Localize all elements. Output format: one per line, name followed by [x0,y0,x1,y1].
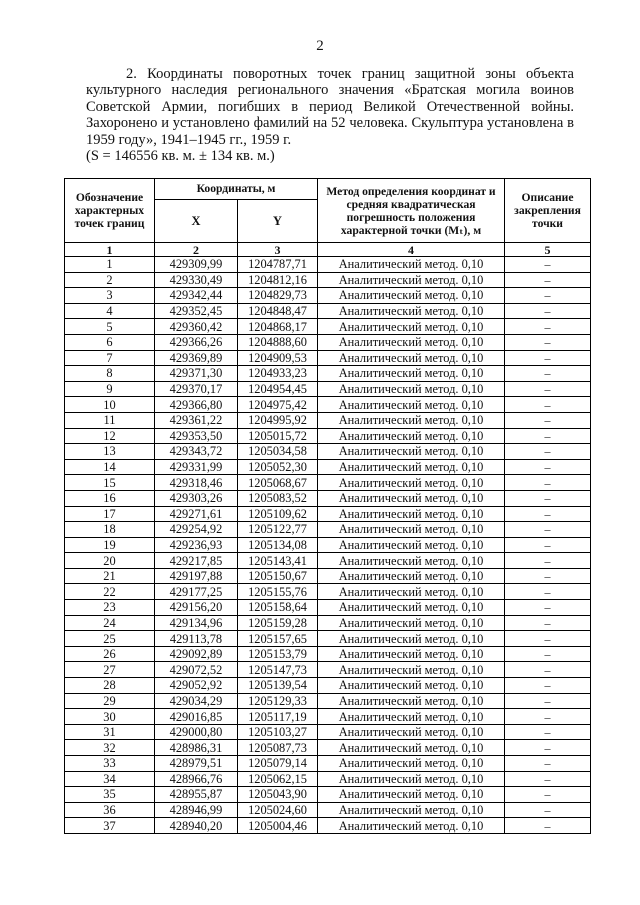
fixing-cell: – [505,709,591,725]
fixing-cell: – [505,553,591,569]
table-row [65,584,591,600]
x-coordinate-cell: 429271,61 [155,506,238,522]
point-number-cell: 4 [65,303,155,319]
area-statement: (S = 146556 кв. м. ± 134 кв. м.) [86,148,275,165]
fixing-cell: – [505,412,591,428]
table-row [65,490,591,506]
fixing-cell: – [505,475,591,491]
point-number-cell: 27 [65,662,155,678]
table-row [65,709,591,725]
coordinates-rows [65,257,591,834]
fixing-cell: – [505,662,591,678]
y-coordinate-cell: 1205052,30 [238,459,318,475]
method-cell: Аналитический метод. 0,10 [318,381,505,397]
point-number-cell: 17 [65,506,155,522]
x-coordinate-cell: 429330,49 [155,272,238,288]
table-row [65,802,591,818]
table-row [65,631,591,647]
y-coordinate-cell: 1205083,52 [238,490,318,506]
table-row [65,506,591,522]
y-coordinate-cell: 1205062,15 [238,771,318,787]
method-cell: Аналитический метод. 0,10 [318,631,505,647]
method-cell: Аналитический метод. 0,10 [318,257,505,273]
fixing-cell: – [505,631,591,647]
fixing-cell: – [505,319,591,335]
point-number-cell: 32 [65,740,155,756]
y-coordinate-cell: 1205159,28 [238,615,318,631]
table-row [65,787,591,803]
point-number-cell: 35 [65,787,155,803]
method-cell: Аналитический метод. 0,10 [318,412,505,428]
fixing-cell: – [505,537,591,553]
y-coordinate-cell: 1205122,77 [238,522,318,538]
table-row [65,257,591,273]
fixing-cell: – [505,444,591,460]
point-number-cell: 13 [65,444,155,460]
table-row [65,724,591,740]
x-coordinate-cell: 428979,51 [155,756,238,772]
method-cell: Аналитический метод. 0,10 [318,584,505,600]
table-row [65,553,591,569]
x-coordinate-cell: 429366,80 [155,397,238,413]
method-cell: Аналитический метод. 0,10 [318,740,505,756]
x-coordinate-cell: 429156,20 [155,600,238,616]
table-row [65,272,591,288]
method-cell: Аналитический метод. 0,10 [318,678,505,694]
table-row [65,428,591,444]
method-cell: Аналитический метод. 0,10 [318,787,505,803]
point-number-cell: 9 [65,381,155,397]
table-row [65,350,591,366]
x-coordinate-cell: 429254,92 [155,522,238,538]
method-cell: Аналитический метод. 0,10 [318,693,505,709]
fixing-cell: – [505,693,591,709]
point-number-cell: 31 [65,724,155,740]
x-coordinate-cell: 428986,31 [155,740,238,756]
method-cell: Аналитический метод. 0,10 [318,600,505,616]
method-cell: Аналитический метод. 0,10 [318,771,505,787]
point-number-cell: 5 [65,319,155,335]
x-coordinate-cell: 429361,22 [155,412,238,428]
fixing-cell: – [505,350,591,366]
method-cell: Аналитический метод. 0,10 [318,272,505,288]
y-coordinate-cell: 1205079,14 [238,756,318,772]
y-coordinate-cell: 1204995,92 [238,412,318,428]
method-cell: Аналитический метод. 0,10 [318,553,505,569]
y-coordinate-cell: 1204829,73 [238,288,318,304]
y-coordinate-cell: 1205117,19 [238,709,318,725]
point-number-cell: 1 [65,257,155,273]
table-row [65,444,591,460]
method-cell: Аналитический метод. 0,10 [318,303,505,319]
table-row [65,568,591,584]
point-number-cell: 37 [65,818,155,834]
point-number-cell: 25 [65,631,155,647]
y-coordinate-cell: 1205153,79 [238,646,318,662]
y-coordinate-cell: 1205087,73 [238,740,318,756]
method-cell: Аналитический метод. 0,10 [318,319,505,335]
method-cell: Аналитический метод. 0,10 [318,802,505,818]
method-cell: Аналитический метод. 0,10 [318,724,505,740]
table-row [65,334,591,350]
method-cell: Аналитический метод. 0,10 [318,459,505,475]
y-coordinate-cell: 1205143,41 [238,553,318,569]
x-coordinate-cell: 429360,42 [155,319,238,335]
x-coordinate-cell: 429236,93 [155,537,238,553]
table-row [65,319,591,335]
fixing-cell: – [505,490,591,506]
method-cell: Аналитический метод. 0,10 [318,475,505,491]
fixing-cell: – [505,756,591,772]
fixing-cell: – [505,397,591,413]
y-coordinate-cell: 1204812,16 [238,272,318,288]
y-coordinate-cell: 1205155,76 [238,584,318,600]
method-cell: Аналитический метод. 0,10 [318,366,505,382]
y-coordinate-cell: 1205034,58 [238,444,318,460]
table-row [65,459,591,475]
method-cell: Аналитический метод. 0,10 [318,397,505,413]
fixing-cell: – [505,381,591,397]
x-coordinate-cell: 429309,99 [155,257,238,273]
y-coordinate-cell: 1205158,64 [238,600,318,616]
table-row [65,756,591,772]
header-fixing: Описание закрепления точки [505,179,591,243]
table-row [65,600,591,616]
y-coordinate-cell: 1204933,23 [238,366,318,382]
point-number-cell: 22 [65,584,155,600]
point-number-cell: 24 [65,615,155,631]
table-row [65,818,591,834]
fixing-cell: – [505,334,591,350]
table-row [65,678,591,694]
header-x: X [155,200,238,243]
point-number-cell: 3 [65,288,155,304]
point-number-cell: 10 [65,397,155,413]
method-cell: Аналитический метод. 0,10 [318,662,505,678]
page-number: 2 [316,38,324,54]
point-number-cell: 36 [65,802,155,818]
fixing-cell: – [505,288,591,304]
y-coordinate-cell: 1205134,08 [238,537,318,553]
fixing-cell: – [505,272,591,288]
method-cell: Аналитический метод. 0,10 [318,646,505,662]
y-coordinate-cell: 1204848,47 [238,303,318,319]
fixing-cell: – [505,802,591,818]
fixing-cell: – [505,678,591,694]
y-coordinate-cell: 1204787,71 [238,257,318,273]
intro-paragraph [86,66,574,164]
fixing-cell: – [505,787,591,803]
point-number-cell: 29 [65,693,155,709]
x-coordinate-cell: 429303,26 [155,490,238,506]
point-number-cell: 26 [65,646,155,662]
y-coordinate-cell: 1205004,46 [238,818,318,834]
method-cell: Аналитический метод. 0,10 [318,615,505,631]
point-number-cell: 23 [65,600,155,616]
y-coordinate-cell: 1205068,67 [238,475,318,491]
fixing-cell: – [505,600,591,616]
method-cell: Аналитический метод. 0,10 [318,709,505,725]
point-number-cell: 21 [65,568,155,584]
method-cell: Аналитический метод. 0,10 [318,444,505,460]
method-cell: Аналитический метод. 0,10 [318,537,505,553]
point-number-cell: 14 [65,459,155,475]
fixing-cell: – [505,366,591,382]
table-row [65,537,591,553]
x-coordinate-cell: 429343,72 [155,444,238,460]
fixing-cell: – [505,522,591,538]
point-number-cell: 33 [65,756,155,772]
header-y: Y [238,200,318,243]
point-number-cell: 2 [65,272,155,288]
fixing-cell: – [505,615,591,631]
y-coordinate-cell: 1205109,62 [238,506,318,522]
fixing-cell: – [505,428,591,444]
x-coordinate-cell: 428946,99 [155,802,238,818]
x-coordinate-cell: 429370,17 [155,381,238,397]
x-coordinate-cell: 429092,89 [155,646,238,662]
fixing-cell: – [505,740,591,756]
x-coordinate-cell: 429034,29 [155,693,238,709]
method-cell: Аналитический метод. 0,10 [318,288,505,304]
y-coordinate-cell: 1205015,72 [238,428,318,444]
method-cell: Аналитический метод. 0,10 [318,568,505,584]
point-number-cell: 28 [65,678,155,694]
x-coordinate-cell: 429366,26 [155,334,238,350]
method-cell: Аналитический метод. 0,10 [318,428,505,444]
x-coordinate-cell: 429217,85 [155,553,238,569]
method-cell: Аналитический метод. 0,10 [318,522,505,538]
x-coordinate-cell: 429318,46 [155,475,238,491]
y-coordinate-cell: 1205129,33 [238,693,318,709]
header-point-designation: Обозначение характерных точек границ [65,179,155,243]
column-number: 1 [65,243,155,257]
x-coordinate-cell: 428966,76 [155,771,238,787]
point-number-cell: 8 [65,366,155,382]
fixing-cell: – [505,257,591,273]
header-coordinates: Координаты, м [155,179,318,200]
x-coordinate-cell: 428940,20 [155,818,238,834]
x-coordinate-cell: 428955,87 [155,787,238,803]
y-coordinate-cell: 1205157,65 [238,631,318,647]
fixing-cell: – [505,771,591,787]
point-number-cell: 19 [65,537,155,553]
fixing-cell: – [505,724,591,740]
x-coordinate-cell: 429353,50 [155,428,238,444]
y-coordinate-cell: 1205043,90 [238,787,318,803]
column-number: 3 [238,243,318,257]
fixing-cell: – [505,568,591,584]
table-row [65,366,591,382]
table-row [65,740,591,756]
table-row [65,303,591,319]
point-number-cell: 16 [65,490,155,506]
x-coordinate-cell: 429016,85 [155,709,238,725]
fixing-cell: – [505,303,591,319]
table-row [65,397,591,413]
method-cell: Аналитический метод. 0,10 [318,350,505,366]
table-row [65,522,591,538]
y-coordinate-cell: 1204954,45 [238,381,318,397]
y-coordinate-cell: 1204909,53 [238,350,318,366]
x-coordinate-cell: 429113,78 [155,631,238,647]
x-coordinate-cell: 429331,99 [155,459,238,475]
y-coordinate-cell: 1205139,54 [238,678,318,694]
table-row [65,693,591,709]
x-coordinate-cell: 429134,96 [155,615,238,631]
point-number-cell: 15 [65,475,155,491]
point-number-cell: 12 [65,428,155,444]
x-coordinate-cell: 429371,30 [155,366,238,382]
point-number-cell: 18 [65,522,155,538]
x-coordinate-cell: 429342,44 [155,288,238,304]
y-coordinate-cell: 1205150,67 [238,568,318,584]
table-row [65,288,591,304]
point-number-cell: 34 [65,771,155,787]
y-coordinate-cell: 1204975,42 [238,397,318,413]
point-number-cell: 6 [65,334,155,350]
table-row [65,771,591,787]
y-coordinate-cell: 1205024,60 [238,802,318,818]
column-number: 4 [318,243,505,257]
fixing-cell: – [505,506,591,522]
table-row [65,662,591,678]
point-number-cell: 11 [65,412,155,428]
table-row [65,646,591,662]
fixing-cell: – [505,818,591,834]
method-cell: Аналитический метод. 0,10 [318,334,505,350]
intro-text: 2. Координаты поворотных точек границ защитной зоны объекта культурного наследия регионального значения «Братская могила воинов Советской Армии, погибших в период Великой Отечественной войны. Захоронено и установлено фамилий на 52 человека. Скульптура установлена в 1959 году», 1941–1945 гг., 1959 г. [86,66,574,148]
x-coordinate-cell: 429177,25 [155,584,238,600]
x-coordinate-cell: 429072,52 [155,662,238,678]
y-coordinate-cell: 1204868,17 [238,319,318,335]
y-coordinate-cell: 1205147,73 [238,662,318,678]
table-row [65,381,591,397]
coordinates-table [64,178,591,834]
table-row [65,615,591,631]
x-coordinate-cell: 429000,80 [155,724,238,740]
x-coordinate-cell: 429197,88 [155,568,238,584]
fixing-cell: – [505,584,591,600]
header-method: Метод определения координат и средняя квадратическая погрешность положения характерной точки (Мₜ), м [318,179,505,243]
column-number: 2 [155,243,238,257]
x-coordinate-cell: 429369,89 [155,350,238,366]
point-number-cell: 30 [65,709,155,725]
table-row [65,412,591,428]
x-coordinate-cell: 429052,92 [155,678,238,694]
point-number-cell: 7 [65,350,155,366]
fixing-cell: – [505,459,591,475]
y-coordinate-cell: 1205103,27 [238,724,318,740]
x-coordinate-cell: 429352,45 [155,303,238,319]
y-coordinate-cell: 1204888,60 [238,334,318,350]
method-cell: Аналитический метод. 0,10 [318,756,505,772]
method-cell: Аналитический метод. 0,10 [318,490,505,506]
point-number-cell: 20 [65,553,155,569]
fixing-cell: – [505,646,591,662]
table-row [65,475,591,491]
method-cell: Аналитический метод. 0,10 [318,818,505,834]
column-number: 5 [505,243,591,257]
method-cell: Аналитический метод. 0,10 [318,506,505,522]
